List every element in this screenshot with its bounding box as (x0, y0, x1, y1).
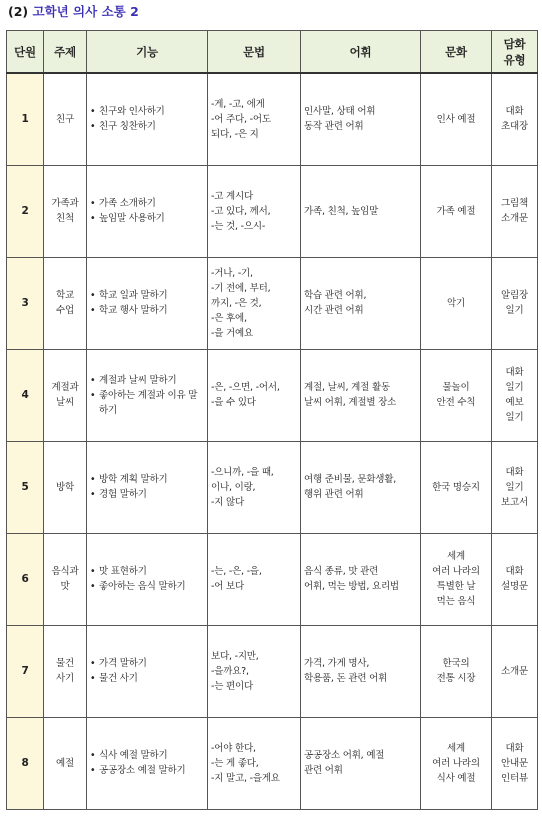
table-row (7, 349, 538, 441)
function-cell (87, 165, 208, 257)
discourse-cell-line: 대화 (505, 466, 524, 478)
grammar-cell (208, 625, 301, 717)
vocabulary-cell (301, 441, 421, 533)
culture-cell (421, 165, 492, 257)
function-cell (87, 441, 208, 533)
vocabulary-cell-line: 학용품, 돈 관련 어휘 (304, 673, 388, 685)
topic-cell-line: 계절과 (51, 382, 79, 394)
topic-cell (44, 533, 87, 625)
function-cell (87, 73, 208, 165)
grammar-cell-line: -어 보다 (211, 581, 244, 593)
vocabulary-cell-line: 날씨 어휘, 계절별 장소 (304, 397, 397, 409)
topic-cell-line: 방학 (56, 481, 74, 493)
discourse-cell (492, 625, 538, 717)
unit-number: 6 (7, 533, 44, 625)
header-row (7, 31, 538, 74)
function-cell (87, 717, 208, 809)
vocabulary-cell-line: 가족, 친척, 높임말 (304, 205, 379, 217)
discourse-cell (492, 349, 538, 441)
discourse-cell-line: 소개문 (501, 213, 528, 225)
discourse-cell-line: 일기 (505, 481, 524, 493)
function-item: • 물건 사기 (90, 671, 204, 686)
culture-cell-line: 식사 예절 (436, 772, 476, 784)
culture-cell-line: 여러 나라의 (432, 757, 480, 769)
topic-cell-line: 물건 (56, 658, 74, 670)
discourse-cell-line: 알림장 (501, 290, 528, 302)
unit-number: 8 (7, 717, 44, 809)
unit-number: 1 (7, 73, 44, 165)
grammar-cell-line: -으니까, -을 때, (211, 466, 274, 478)
function-item: • 좋아하는 계절과 이유 말하기 (90, 388, 204, 418)
topic-cell-line: 가족과 (51, 198, 79, 210)
topic-cell-line: 음식과 (51, 566, 79, 578)
vocabulary-cell-line: 행위 관련 어휘 (304, 489, 364, 501)
topic-cell-line: 날씨 (56, 397, 74, 409)
grammar-cell-line: -을 수 있다 (211, 397, 256, 409)
discourse-cell (492, 73, 538, 165)
topic-cell-line: 수업 (56, 305, 74, 317)
table-row (7, 533, 538, 625)
function-list (90, 288, 204, 318)
unit-number: 5 (7, 441, 44, 533)
culture-cell-line: 여러 나라의 (432, 566, 480, 578)
function-item: • 식사 예절 말하기 (90, 748, 204, 763)
culture-cell (421, 257, 492, 349)
discourse-cell-line: 예보 (505, 397, 524, 409)
grammar-cell-line: 까지, -은 것, (211, 297, 262, 309)
topic-cell-line: 학교 (56, 290, 74, 302)
culture-cell (421, 533, 492, 625)
grammar-cell-line: -는, -은, -을, (211, 566, 262, 578)
function-cell (87, 257, 208, 349)
curriculum-table (6, 30, 538, 810)
vocabulary-cell-line: 계절, 날씨, 계절 활동 (304, 382, 390, 394)
grammar-cell (208, 165, 301, 257)
function-item: • 방학 계획 말하기 (90, 472, 204, 487)
function-item: • 좋아하는 음식 말하기 (90, 579, 204, 594)
culture-cell (421, 349, 492, 441)
function-item: • 학교 일과 말하기 (90, 288, 204, 303)
table-row (7, 73, 538, 165)
section-number: (2) (8, 4, 29, 19)
grammar-cell-line: -게, -고, 에게 (211, 98, 265, 110)
discourse-cell-line: 대화 (505, 367, 524, 379)
vocabulary-cell-line: 인사말, 상태 어휘 (304, 106, 376, 118)
header-discourse-line: 유형 (503, 52, 526, 67)
unit-number: 2 (7, 165, 44, 257)
grammar-cell-line: -은 후에, (211, 312, 247, 324)
grammar-cell (208, 73, 301, 165)
topic-cell-line: 친구 (56, 113, 74, 125)
topic-cell (44, 717, 87, 809)
vocabulary-cell (301, 349, 421, 441)
topic-cell-line: 맛 (60, 581, 70, 593)
discourse-cell-line: 대화 (505, 106, 524, 118)
discourse-cell-line: 인터뷰 (501, 772, 528, 784)
culture-cell-line: 인사 예절 (436, 113, 476, 125)
function-cell (87, 349, 208, 441)
discourse-cell-line: 일기 (505, 412, 524, 424)
discourse-cell-line: 설명문 (501, 581, 528, 593)
vocabulary-cell-line: 가격, 가게 명사, (304, 658, 370, 670)
discourse-cell-line: 소개문 (501, 665, 528, 677)
discourse-cell-line: 일기 (505, 305, 524, 317)
function-cell (87, 625, 208, 717)
discourse-cell-line: 일기 (505, 382, 524, 394)
topic-cell-line: 친척 (56, 213, 74, 225)
function-list (90, 373, 204, 418)
table-row (7, 441, 538, 533)
unit-number: 7 (7, 625, 44, 717)
unit-number: 3 (7, 257, 44, 349)
grammar-cell (208, 441, 301, 533)
vocabulary-cell (301, 717, 421, 809)
culture-cell-line: 가족 예절 (436, 205, 476, 217)
discourse-cell-line: 그림책 (501, 198, 528, 210)
header-discourse-type (492, 31, 538, 74)
vocabulary-cell-line: 동작 관련 어휘 (304, 121, 364, 133)
function-item: • 높임말 사용하기 (90, 211, 204, 226)
topic-cell (44, 73, 87, 165)
discourse-cell (492, 441, 538, 533)
grammar-cell-line: -을 거예요 (211, 327, 253, 339)
function-item: • 경험 말하기 (90, 487, 204, 502)
culture-cell-line: 한국의 (442, 658, 470, 670)
table-row (7, 717, 538, 809)
grammar-cell (208, 533, 301, 625)
vocabulary-cell (301, 73, 421, 165)
header-function: 기능 (87, 31, 208, 74)
grammar-cell-line: -을까요?, (211, 665, 249, 677)
function-item: • 공공장소 예절 말하기 (90, 763, 204, 778)
grammar-cell-line: -는 것, -으시- (211, 220, 266, 232)
grammar-cell-line: -어 주다, -어도 (211, 113, 271, 125)
discourse-cell-line: 초대장 (501, 121, 528, 133)
vocabulary-cell-line: 음식 종류, 맛 관련 (304, 566, 379, 578)
discourse-cell-line: 대화 (505, 742, 524, 754)
grammar-cell-line: -는 편이다 (211, 680, 253, 692)
function-item: • 가족 소개하기 (90, 196, 204, 211)
vocabulary-cell (301, 165, 421, 257)
unit-number: 4 (7, 349, 44, 441)
grammar-cell (208, 349, 301, 441)
function-item: • 계절과 날씨 말하기 (90, 373, 204, 388)
grammar-cell-line: 이나, 이랑, (211, 481, 256, 493)
grammar-cell-line: -기 전에, 부터, (211, 282, 271, 294)
culture-cell-line: 세계 (447, 742, 465, 754)
culture-cell-line: 안전 수칙 (436, 397, 476, 409)
header-topic: 주제 (44, 31, 87, 74)
vocabulary-cell (301, 625, 421, 717)
function-list (90, 196, 204, 226)
vocabulary-cell (301, 257, 421, 349)
header-vocabulary: 어휘 (301, 31, 421, 74)
grammar-cell-line: -거나, -기, (211, 267, 253, 279)
function-item: • 학교 행사 말하기 (90, 303, 204, 318)
function-list (90, 748, 204, 778)
topic-cell-line: 예절 (56, 757, 74, 769)
culture-cell (421, 73, 492, 165)
topic-cell (44, 165, 87, 257)
grammar-cell-line: -는 게 좋다, (211, 757, 259, 769)
topic-cell (44, 349, 87, 441)
vocabulary-cell-line: 학습 관련 어휘, (304, 290, 367, 302)
table-row (7, 257, 538, 349)
topic-cell-line: 사기 (56, 673, 74, 685)
topic-cell (44, 625, 87, 717)
grammar-cell-line: -고 있다, 께서, (211, 205, 271, 217)
header-grammar: 문법 (208, 31, 301, 74)
function-item: • 가격 말하기 (90, 656, 204, 671)
function-item: • 친구 칭찬하기 (90, 119, 204, 134)
topic-cell (44, 257, 87, 349)
grammar-cell-line: -고 계시다 (211, 190, 253, 202)
discourse-cell (492, 717, 538, 809)
culture-cell-line: 세계 (447, 551, 465, 563)
culture-cell-line: 전통 시장 (436, 673, 476, 685)
section-title (8, 2, 139, 22)
vocabulary-cell-line: 관련 어휘 (304, 765, 343, 777)
topic-cell (44, 441, 87, 533)
discourse-cell-line: 안내문 (501, 757, 528, 769)
vocabulary-cell-line: 공공장소 어휘, 예절 (304, 750, 385, 762)
culture-cell (421, 625, 492, 717)
culture-cell-line: 악기 (447, 297, 465, 309)
header-discourse-line: 담화 (503, 36, 526, 51)
discourse-cell-line: 보고서 (501, 496, 528, 508)
discourse-cell (492, 165, 538, 257)
vocabulary-cell (301, 533, 421, 625)
culture-cell (421, 717, 492, 809)
function-list (90, 564, 204, 594)
table-row (7, 625, 538, 717)
culture-cell-line: 먹는 음식 (436, 596, 476, 608)
vocabulary-cell-line: 시간 관련 어휘 (304, 305, 364, 317)
function-list (90, 656, 204, 686)
discourse-cell (492, 533, 538, 625)
section-title-text: 고학년 의사 소통 2 (32, 4, 139, 19)
header-unit: 단원 (7, 31, 44, 74)
grammar-cell-line: 되다, -은 지 (211, 128, 259, 140)
function-cell (87, 533, 208, 625)
discourse-cell-line: 대화 (505, 566, 524, 578)
vocabulary-cell-line: 여행 준비물, 문화생활, (304, 474, 397, 486)
grammar-cell-line: -지 않다 (211, 496, 244, 508)
culture-cell-line: 한국 명승지 (432, 481, 480, 493)
discourse-cell (492, 257, 538, 349)
culture-cell (421, 441, 492, 533)
grammar-cell-line: -어야 한다, (211, 742, 256, 754)
function-list (90, 472, 204, 502)
vocabulary-cell-line: 어휘, 먹는 방법, 요리법 (304, 581, 399, 593)
function-list (90, 104, 204, 134)
table-row (7, 165, 538, 257)
grammar-cell-line: -은, -으면, -어서, (211, 382, 280, 394)
culture-cell-line: 특별한 날 (436, 581, 476, 593)
culture-cell-line: 물놀이 (442, 382, 470, 394)
grammar-cell (208, 717, 301, 809)
function-item: • 친구와 인사하기 (90, 104, 204, 119)
function-item: • 맛 표현하기 (90, 564, 204, 579)
grammar-cell (208, 257, 301, 349)
grammar-cell-line: 보다, -지만, (211, 650, 259, 662)
header-culture: 문화 (421, 31, 492, 74)
grammar-cell-line: -지 말고, -을게요 (211, 772, 280, 784)
